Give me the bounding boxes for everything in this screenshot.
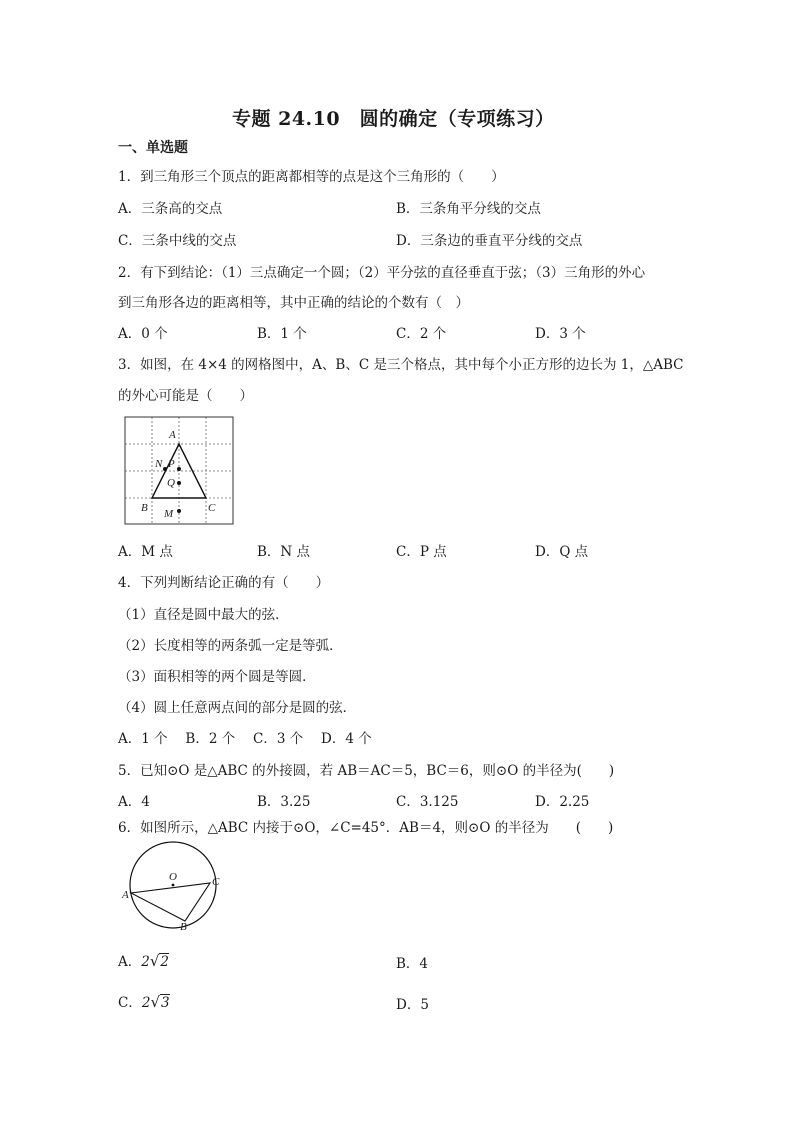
question-3-stem-line1: 3．如图，在 4×4 的网格图中，A、B、C 是三个格点，其中每个小正方形的边长为 1，△ABC (118, 357, 684, 373)
question-2-option-a: A．0 个 (118, 326, 168, 342)
question-3-option-a: A．M 点 (118, 544, 173, 560)
option-d-prefix: D． (396, 997, 421, 1013)
page-title: 专题 24.10 圆的确定（专项练习） (232, 108, 555, 130)
question-1-option-c: C．三条中线的交点 (118, 233, 237, 249)
point-m (177, 509, 181, 513)
label-a: A (122, 889, 129, 901)
option-c-radicand: 3 (161, 995, 170, 1011)
question-1-option-a: A．三条高的交点 (118, 201, 223, 217)
question-6-option-c (118, 991, 170, 1011)
label-o: O (169, 871, 177, 883)
question-5-stem: 5．已知⊙O 是△ABC 的外接圆，若 AB＝AC＝5，BC＝6，则⊙O 的半径为( ) (118, 763, 615, 779)
point-q (177, 481, 181, 485)
question-3-option-b: B．N 点 (257, 544, 311, 560)
label-q: Q (167, 477, 175, 489)
question-6-option-b (396, 952, 428, 972)
option-b-value: 4 (419, 956, 429, 972)
question-1-option-b: B．三条角平分线的交点 (396, 201, 541, 217)
label-b: B (141, 502, 148, 514)
question-6-stem: 6．如图所示，△ABC 内接于⊙O，∠C=45°．AB＝4，则⊙O 的半径为 ( ) (118, 820, 614, 836)
point-n (163, 467, 167, 471)
question-4-statement-3: （3）面积相等的两个圆是等圆． (118, 669, 316, 685)
sqrt-symbol: √3 (150, 993, 170, 1011)
question-5-option-d: D．2.25 (535, 794, 590, 810)
label-n: N (155, 458, 163, 470)
option-d-value: 5 (420, 997, 429, 1013)
question-4-statement-1: （1）直径是圆中最大的弦． (118, 607, 289, 623)
label-c: C (208, 502, 216, 514)
center-o (172, 884, 175, 887)
label-b: B (180, 921, 187, 933)
option-c-prefix: C． (118, 995, 142, 1011)
question-5-option-a: A．4 (118, 794, 150, 810)
sqrt-symbol: √2 (149, 952, 169, 970)
question-5-option-b: B．3.25 (257, 794, 311, 810)
question-1-option-d: D．三条边的垂直平分线的交点 (396, 233, 583, 249)
option-a-coef: 2 (141, 954, 150, 970)
question-3-option-c: C．P 点 (396, 544, 447, 560)
question-6-option-a (118, 950, 169, 970)
question-4-options: A．1 个 B．2 个 C．3 个 D．4 个 (118, 731, 372, 747)
question-2-option-d: D．3 个 (535, 326, 586, 342)
label-c: C (212, 876, 220, 888)
point-p (177, 467, 181, 471)
question-2-stem-line2: 到三角形各边的距离相等，其中正确的结论的个数有（ ） (118, 295, 469, 311)
question-2-stem-line1: 2．有下到结论：（1）三点确定一个圆；（2）平分弦的直径垂直于弦；（3）三角形的外心 (118, 265, 646, 281)
option-c-coef: 2 (141, 995, 151, 1011)
question-4-statement-4: （4）圆上任意两点间的部分是圆的弦． (118, 700, 357, 716)
question-4-stem: 4．下列判断结论正确的有（ ） (118, 575, 330, 591)
question-1-stem: 1．到三角形三个顶点的距离都相等的点是这个三角形的（ ） (118, 169, 505, 185)
question-5-option-c: C．3.125 (396, 794, 459, 810)
question-3-stem-line2: 的外心可能是（ ） (118, 388, 253, 404)
option-a-radicand: 2 (160, 954, 169, 970)
label-m: M (164, 508, 174, 520)
label-p: P (168, 458, 175, 470)
question-2-option-c: C．2 个 (396, 326, 447, 342)
section-heading: 一、单选题 (118, 140, 188, 156)
circle-figure (118, 838, 228, 934)
label-a: A (169, 429, 176, 441)
grid-figure (118, 410, 242, 530)
option-b-prefix: B． (396, 956, 420, 972)
question-6-option-d (396, 993, 429, 1013)
question-2-option-b: B．1 个 (257, 326, 307, 342)
option-a-prefix: A． (118, 954, 142, 970)
question-3-option-d: D．Q 点 (535, 544, 589, 560)
question-4-statement-2: （2）长度相等的两条弧一定是等弧． (118, 638, 343, 654)
